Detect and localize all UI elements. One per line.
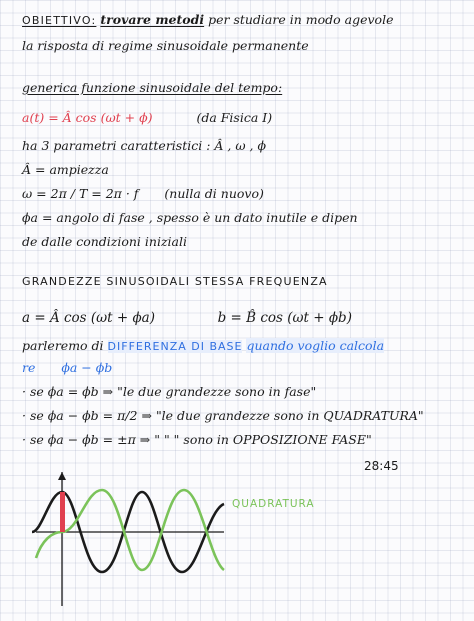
formulas-line — [22, 310, 352, 326]
graph-label: QUADRATURA — [232, 498, 315, 510]
objective-line-2: la risposta di regime sinusoidale permanente — [22, 38, 309, 53]
difference-caps: DIFFERENZA DI BASE — [107, 340, 243, 353]
bullet-cond: se ϕa − ϕb = ±π — [29, 432, 136, 447]
omega-note: (nulla di nuovo) — [164, 186, 264, 201]
y-axis-arrow — [58, 472, 66, 480]
sinusoid-formula-line — [22, 110, 272, 126]
params-line: ha 3 parametri caratteristici : Â , ω , ϕ — [22, 138, 266, 153]
formula-source: (da Fisica I) — [196, 110, 273, 125]
difference-expr: ϕa − ϕb — [61, 360, 113, 375]
arrow-icon: ⇒ — [139, 432, 151, 447]
objective-line — [22, 12, 393, 29]
sinusoid-formula: a(t) = Â cos (ωt + ϕ) — [22, 110, 153, 125]
objective-label: OBIETTIVO: — [22, 14, 97, 27]
omega-line — [22, 186, 264, 202]
phase-line-2: de dalle condizioni iniziali — [22, 234, 187, 249]
timestamp: 28:45 — [364, 459, 399, 473]
objective-text: per studiare in modo agevole — [208, 12, 394, 27]
bullet-cond: se ϕa = ϕb — [29, 384, 99, 399]
formula-a: a = Â cos (ωt + ϕa) — [22, 310, 156, 326]
phase-marker — [60, 492, 65, 532]
arrow-icon: ⇒ — [141, 408, 152, 423]
objective-highlight: trovare metodi — [100, 12, 205, 27]
bullet-result: "le due grandezze sono in fase" — [117, 384, 317, 399]
arrow-icon: ⇒ — [102, 384, 114, 399]
difference-re: re — [22, 360, 36, 375]
bullet-result: "le due grandezze sono in QUADRATURA" — [155, 408, 424, 423]
difference-pre: parleremo di — [22, 338, 104, 353]
bullet-dot: · — [22, 408, 26, 423]
bullet-opposition — [22, 432, 372, 448]
difference-line-2 — [22, 360, 112, 376]
formula-b: b = B̂ cos (ωt + ϕb) — [217, 310, 352, 326]
omega-formula: ω = 2π / T = 2π · f — [22, 186, 139, 201]
phase-line: ϕa = angolo di fase , spesso è un dato inutile e dipen — [22, 210, 358, 225]
bullet-dot: · — [22, 384, 26, 399]
amplitude-line: Â = ampiezza — [22, 162, 109, 177]
section2-title: GRANDEZZE SINUSOIDALI STESSA FREQUENZA — [22, 275, 328, 288]
bullet-cond: se ϕa − ϕb = π/2 — [29, 408, 138, 423]
bullet-dot: · — [22, 432, 26, 447]
bullet-result: " " " sono in OPPOSIZIONE FASE" — [154, 432, 372, 447]
difference-line — [22, 338, 384, 355]
section1-title: generica funzione sinusoidale del tempo: — [22, 80, 283, 95]
bullet-in-phase — [22, 384, 316, 400]
difference-post: quando voglio calcola — [246, 338, 385, 353]
bullet-quadrature — [22, 408, 424, 424]
quadrature-graph — [28, 470, 228, 608]
